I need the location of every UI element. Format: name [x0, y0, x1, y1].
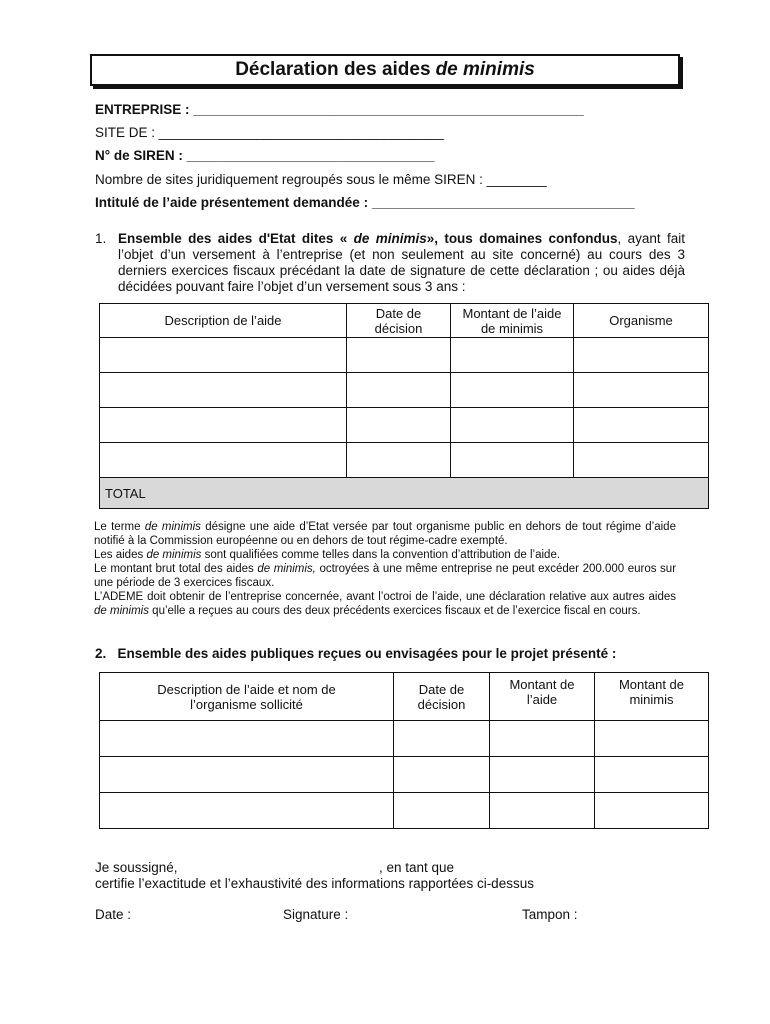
table-cell[interactable] — [490, 721, 595, 757]
table-row — [100, 443, 709, 478]
table-cell[interactable] — [394, 757, 490, 793]
section1-bold-b: », tous domaines confondus — [426, 231, 618, 246]
table-cell[interactable] — [100, 338, 347, 373]
note-text: Les aides — [94, 549, 144, 561]
table-cell[interactable] — [595, 721, 709, 757]
table-row — [100, 757, 709, 793]
table-cell[interactable] — [451, 443, 574, 478]
table-cell[interactable] — [100, 443, 347, 478]
table2-header: Montant de l’aide — [490, 673, 595, 721]
table2-header: Date de décision — [394, 673, 490, 721]
table-cell[interactable] — [394, 721, 490, 757]
table-row — [100, 793, 709, 829]
table-cell[interactable] — [347, 338, 451, 373]
table-cell[interactable] — [451, 408, 574, 443]
aides-table-1 — [99, 303, 709, 509]
table1-header: Description de l’aide — [100, 304, 347, 338]
table-cell[interactable] — [574, 338, 709, 373]
section1-number: 1. — [95, 231, 107, 246]
table-cell[interactable] — [347, 443, 451, 478]
note-text: sont qualifiées comme telles dans la convention d’attribution de l’aide. — [204, 549, 561, 561]
table-cell[interactable] — [100, 721, 394, 757]
note-text: désigne une aide d’Etat versée par tout organisme public en dehors de tout régime d’aide notifié à la Commission européenne ou en dehors de tout régime-cadre exempté. — [94, 521, 676, 547]
note-text: octroyées à une même entreprise ne peut excéder 200.000 euros sur une période de 3 exercices fiscaux. — [94, 563, 677, 589]
table-cell[interactable] — [490, 757, 595, 793]
section1-bold-a: Ensemble des aides d'Etat dites « — [118, 231, 348, 246]
date-label[interactable]: Date : — [95, 907, 132, 922]
note-text: Le montant brut total des aides — [94, 563, 254, 575]
section1-paragraph — [95, 231, 685, 295]
table1-header: Date de décision — [347, 304, 451, 338]
note-emph: de minimis — [144, 521, 201, 533]
total-row — [100, 478, 709, 509]
signature-certifie: certifie l’exactitude et l’exhaustivité des informations rapportées ci-dessus — [95, 876, 534, 891]
table-row — [100, 408, 709, 443]
note-text: Le terme — [94, 521, 141, 533]
note-text: qu’elle a reçues au cours des deux précédents exercices fiscaux et de l’exercice fiscal en cours. — [152, 605, 641, 617]
section2-title: 2. Ensemble des aides publiques reçues ou envisagées pour le projet présenté : — [95, 646, 617, 661]
field-intitule[interactable]: Intitulé de l’aide présentement demandée : ___________________________________ — [95, 195, 635, 210]
table-cell[interactable] — [574, 443, 709, 478]
table-cell[interactable] — [574, 408, 709, 443]
note-emph: de minimis, — [257, 563, 316, 575]
tampon-label[interactable]: Tampon : — [522, 907, 578, 922]
table-row — [100, 373, 709, 408]
signature-je: Je soussigné, — [95, 860, 178, 875]
table-cell[interactable] — [394, 793, 490, 829]
total-label: TOTAL — [100, 478, 709, 509]
title-emph: de minimis — [435, 59, 535, 80]
table-cell[interactable] — [595, 793, 709, 829]
note-text: L’ADEME doit obtenir de l’entreprise concernée, avant l’octroi de l’aide, une déclaration relative aux autres aides — [94, 591, 676, 603]
table1-header: Organisme — [574, 304, 709, 338]
table-cell[interactable] — [100, 757, 394, 793]
table-cell[interactable] — [347, 408, 451, 443]
table2-header: Description de l’aide et nom de l’organisme sollicité — [100, 673, 394, 721]
table-cell[interactable] — [490, 793, 595, 829]
aides-table-2 — [99, 672, 709, 829]
table-cell[interactable] — [451, 338, 574, 373]
table2-header: Montant de minimis — [595, 673, 709, 721]
signature-label[interactable]: Signature : — [283, 907, 349, 922]
field-siren[interactable]: N° de SIREN : _________________________________ — [95, 148, 435, 163]
table-cell[interactable] — [100, 373, 347, 408]
note-emph: de minimis — [146, 549, 202, 561]
table-cell[interactable] — [100, 408, 347, 443]
field-nb-sites[interactable]: Nombre de sites juridiquement regroupés sous le même SIREN : ________ — [95, 172, 547, 187]
table-cell[interactable] — [595, 757, 709, 793]
page-title — [90, 54, 680, 86]
field-site[interactable]: SITE DE : ______________________________________ — [95, 125, 445, 140]
table-cell[interactable] — [100, 793, 394, 829]
section1-text: , ayant fait l’objet d’un versement à l’entreprise (et non seulement au site concerné) au cours des 3 derniers exercices fiscaux précédant la date de signature de cette déclaration ; ou aides déjà décidées pouvant faire l’objet d’un versement sous 3 ans : — [118, 231, 685, 294]
table-cell[interactable] — [347, 373, 451, 408]
definition-note — [94, 520, 676, 618]
table-row — [100, 721, 709, 757]
signature-en-tant-que: , en tant que — [379, 860, 455, 875]
note-emph: de minimis — [94, 605, 149, 617]
field-entreprise[interactable]: ENTREPRISE : ____________________________________________________ — [95, 102, 584, 117]
title-main: Déclaration des aides — [235, 59, 431, 80]
section1-bold-em: de minimis — [353, 231, 427, 246]
table-row — [100, 338, 709, 373]
table-cell[interactable] — [574, 373, 709, 408]
table1-header: Montant de l’aide de minimis — [451, 304, 574, 338]
table-cell[interactable] — [451, 373, 574, 408]
